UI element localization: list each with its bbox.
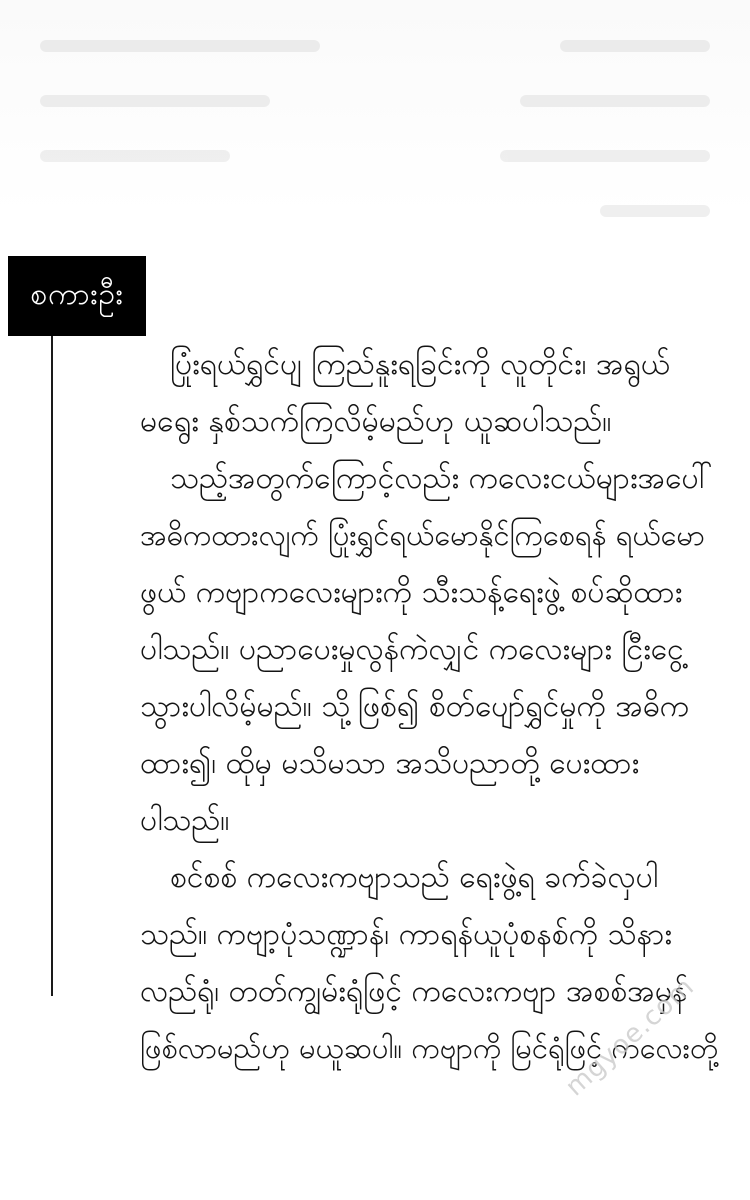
side-rule [51, 336, 53, 996]
watermark: mgyoe.com [560, 971, 701, 1103]
paragraph-3-line-4: ဖြစ်လာမည်ဟု မယူဆပါ။ ကဗျာကို မြင်ရုံဖြင့် ကလေးတို့ [140, 1031, 719, 1065]
paragraph-3-line-2: သည်။ ကဗျာ့ပုံသဏ္ဍာန်၊ ကာရန်ယူပုံစနစ်ကို သိနား [140, 917, 673, 952]
preface-text [140, 336, 720, 1077]
show-through-text [0, 0, 750, 230]
paragraph-3-line-1: စင်စစ် ကလေးကဗျာသည် ရေးဖွဲ့ရ ခက်ခဲလှပါ [170, 860, 658, 895]
paragraph-2-line-7: ပါသည်။ [140, 803, 230, 838]
paragraph-2-line-6: ထား၍၊ ထိုမှ မသိမသာ အသိပညာတို့ ပေးထား [140, 746, 640, 781]
paragraph-2-line-3: ဖွယ် ကဗျာကလေးများကို သီးသန့်ရေးဖွဲ့ စပ်ဆိုထား [140, 575, 683, 610]
paragraph-3-line-3: လည်ရုံ၊ တတ်ကျွမ်းရုံဖြင့် ကလေးကဗျာ အစစ်အမှန် [140, 974, 688, 1009]
paragraph-2-line-1: သည့်အတွက်ကြောင့်လည်း ကလေးငယ်များအပေါ် [170, 461, 713, 496]
paragraph-2-line-2: အဓိကထားလျက် ပြုံးရွှင်ရယ်မောနိုင်ကြစေရန် ရယ်မော [140, 518, 705, 552]
heading-title: စကားဦး [30, 276, 124, 312]
paragraph-2-line-5: သွားပါလိမ့်မည်။ သို့ဖြစ်၍ စိတ်ပျော်ရွှင်မှုကို အဓိက [140, 689, 690, 724]
paragraph-1-line-2: မရွေး နှစ်သက်ကြလိမ့်မည်ဟု ယူဆပါသည်။ [140, 404, 612, 439]
heading-box [8, 256, 146, 336]
paragraph-2-line-4: ပါသည်။ ပညာပေးမှုလွန်ကဲလျှင် ကလေးများ ငြီးငွေ့ [140, 632, 684, 667]
paragraph-1-line-1: ပြုံးရယ်ရွှင်ပျ ကြည်နူးရခြင်းကို လူတိုင်း၊ အရွယ် [170, 347, 670, 382]
